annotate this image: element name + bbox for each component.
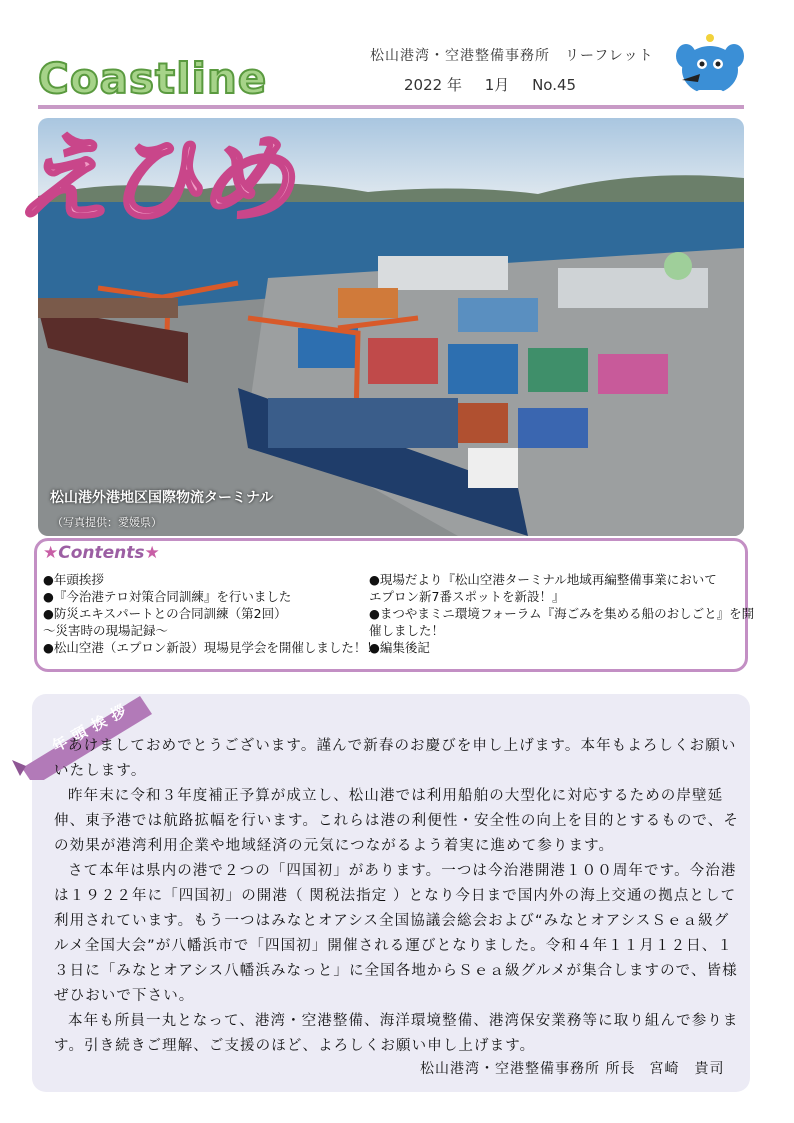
photo-credit: （写真提供：愛媛県） bbox=[52, 516, 162, 529]
contents-item: エプロン新7番スポットを新設！』 bbox=[369, 589, 565, 604]
organization-name: 松山港湾・空港整備事務所 リーフレット bbox=[370, 48, 654, 64]
contents-title-text: Contents bbox=[58, 543, 145, 563]
issue-number: No.45 bbox=[532, 76, 577, 94]
contents-item: ～災害時の現場記録～ bbox=[43, 623, 169, 638]
cover-title: えひめ bbox=[14, 123, 290, 236]
greeting-text bbox=[54, 734, 744, 1059]
contents-item: ●防災エキスパートとの合同訓練（第2回） bbox=[43, 606, 287, 621]
contents-item: ●現場だより『松山空港ターミナル地域再編整備事業において bbox=[369, 572, 717, 587]
contents-item: ●『今治港テロ対策合同訓練』を行いました bbox=[43, 589, 292, 604]
signature-name: 宮崎 貴司 bbox=[649, 1061, 725, 1077]
contents-item: ●まつやまミニ環境フォーラム『海ごみを集める船のおしごと』を開 bbox=[369, 606, 755, 621]
contents-item: ●松山空港（エプロン新設）現場見学会を開催しました！！ bbox=[43, 640, 379, 655]
contents-right-column bbox=[369, 571, 755, 656]
mascot-icon bbox=[672, 30, 748, 106]
greeting-paragraph: 昨年末に令和３年度補正予算が成立し、松山港では利用船舶の大型化に対応するための岸壁延伸、東予港では航路拡幅を行います。これらは港の利便性・安全性の向上を目的とするもので、その効果が港湾利用企業や地域経済の元気につながるよう着実に進めて参ります。 bbox=[54, 788, 739, 854]
newsletter-logo: Coastline bbox=[38, 54, 268, 103]
signature bbox=[420, 1058, 724, 1078]
contents-item: ●編集後記 bbox=[369, 640, 430, 655]
star-icon: ★ bbox=[43, 543, 59, 563]
signature-org: 松山港湾・空港整備事務所 所長 bbox=[420, 1061, 636, 1077]
ribbon-label: 年頭挨拶 bbox=[49, 698, 136, 756]
greeting-paragraph: 本年も所員一丸となって、港湾・空港整備、海洋環境整備、港湾保安業務等に取り組んで参ります。引き続きご理解、ご支援のほど、よろしくお願い申し上げます。 bbox=[54, 1013, 739, 1054]
contents-box bbox=[34, 538, 755, 672]
greeting-paragraph: さて本年は県内の港で２つの「四国初」があります。一つは今治港開港１００周年です。今治港は１９２２年に「四国初」の開港（ 関税法指定 ）となり今日まで国内外の海上交通の拠点として利用されています。もう一つはみなとオアシス全国協議会総会および“みなとオアシスＳｅａ級グルメ全国大会”が八幡浜市で「四国初」開催される運びとなりました。令和４年１１月１２日、１３日に「みなとオアシス八幡浜みなっと」に全国各地からＳｅａ級グルメが集合しますので、皆様ぜひおいで下さい。 bbox=[54, 863, 738, 1004]
issue-year: 2022 年 bbox=[404, 76, 462, 94]
contents-title bbox=[43, 543, 160, 563]
star-icon: ★ bbox=[144, 543, 160, 563]
greeting-paragraph: あけましておめでとうございます。謹んで新春のお慶びを申し上げます。本年もよろしくお願いいたします。 bbox=[54, 738, 737, 779]
contents-left-column bbox=[43, 571, 379, 656]
photo-caption: 松山港外港地区国際物流ターミナル bbox=[50, 490, 274, 506]
contents-item: 催しました！ bbox=[369, 623, 445, 638]
contents-item: ●年頭挨拶 bbox=[43, 572, 104, 587]
issue-info bbox=[404, 74, 594, 95]
issue-month: 1月 bbox=[484, 76, 510, 94]
